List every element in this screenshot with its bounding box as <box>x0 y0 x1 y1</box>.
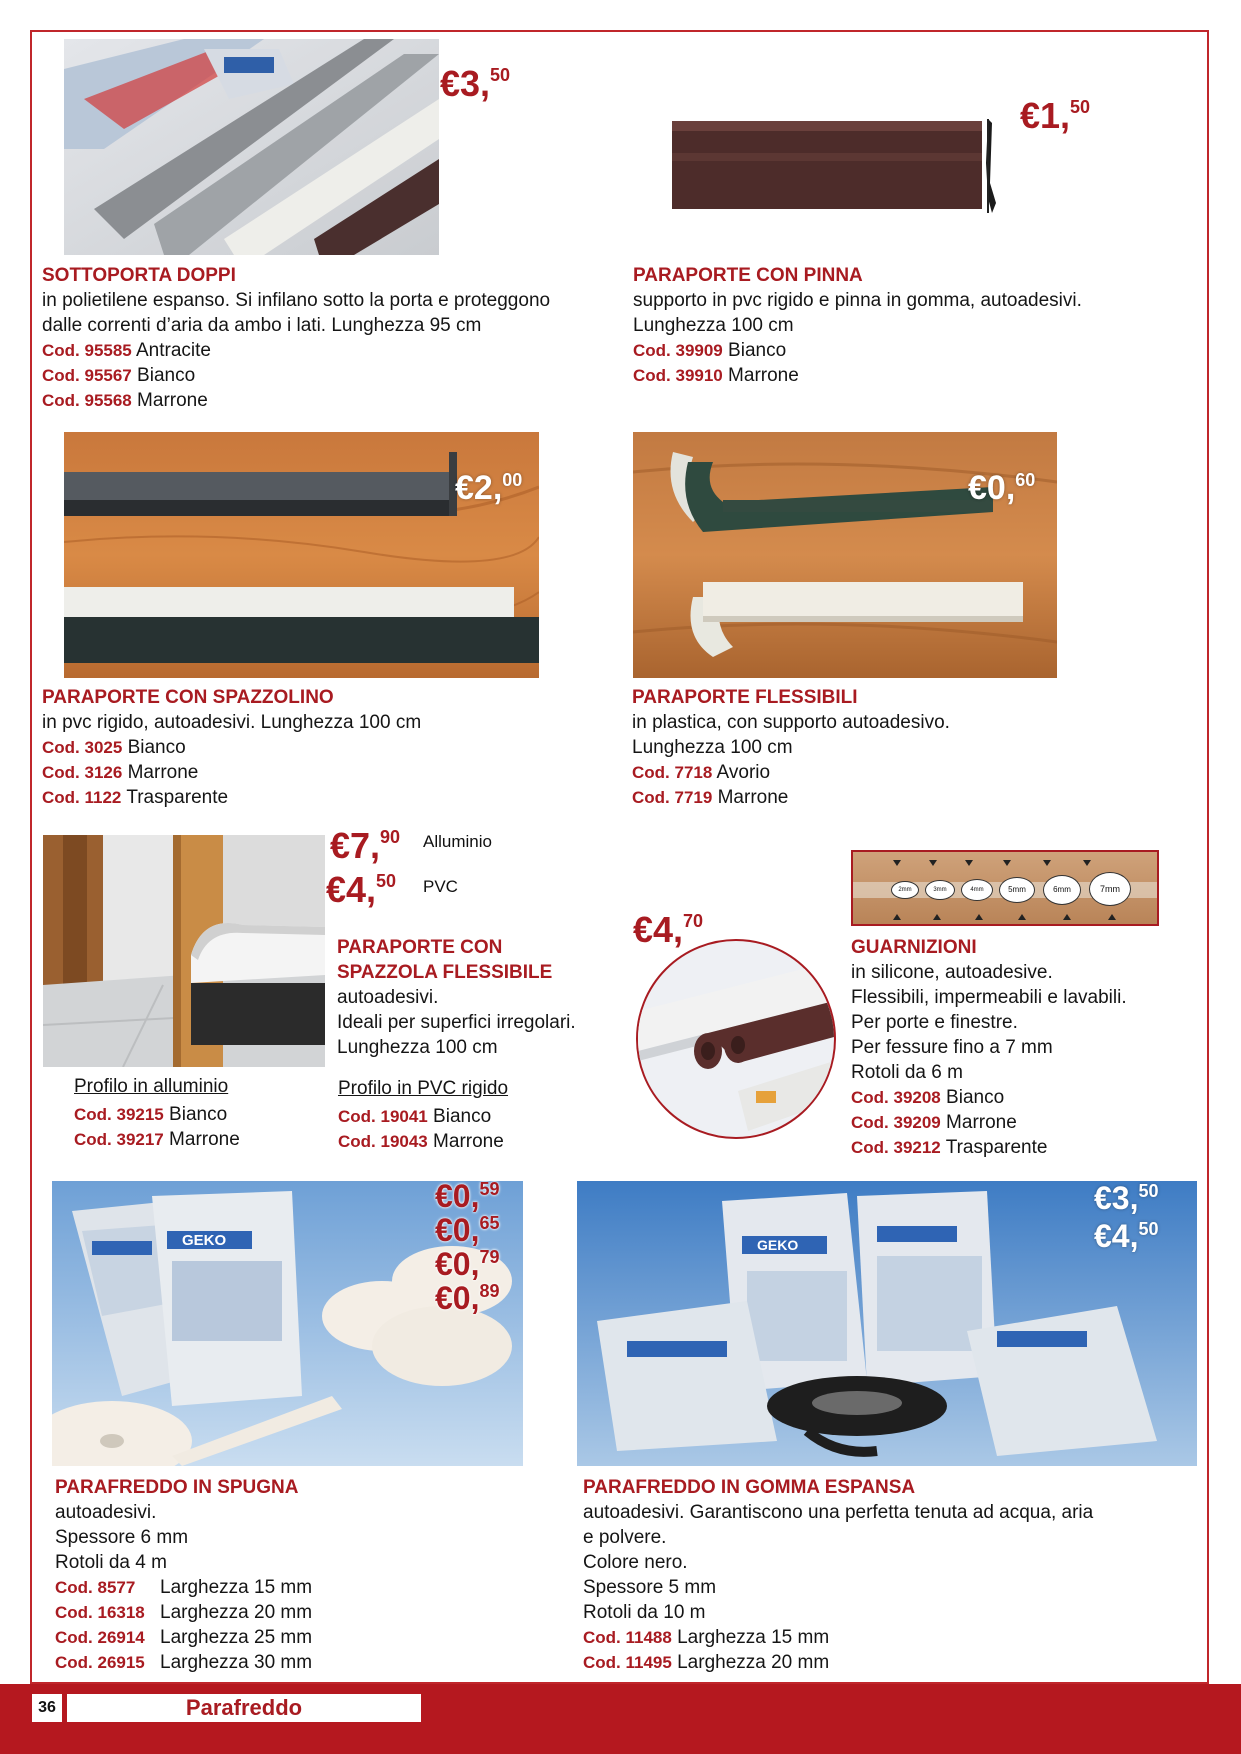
spugna-desc: autoadesivi. Spessore 6 mm Rotoli da 4 m <box>55 1502 189 1573</box>
size-2mm: 2mm <box>891 881 919 899</box>
flessibili-title: PARAPORTE FLESSIBILI <box>632 687 858 708</box>
gomma-codes <box>583 1625 829 1675</box>
code-row: Cod. 8577 Larghezza 15 mm <box>55 1577 313 1598</box>
guarnizioni-price: €4,70 <box>633 909 704 950</box>
code-row: Cod. 19041 Bianco <box>338 1106 492 1127</box>
spazzola-group-b-heading: Profilo in PVC rigido <box>338 1078 509 1099</box>
sottoporta-codes <box>42 338 211 413</box>
spazzolino-title: PARAPORTE CON SPAZZOLINO <box>42 687 334 708</box>
spazzola-group-b-codes <box>338 1104 504 1154</box>
code-row: Cod. 39909 Bianco <box>633 340 787 361</box>
spugna-price-4: €0,89 <box>435 1280 500 1316</box>
code-row: Cod. 11495 Larghezza 20 mm <box>583 1652 830 1673</box>
flessibili-price: €0,60 <box>968 469 1036 507</box>
spazzola-price-label-pvc: PVC <box>423 877 458 896</box>
code-row: Cod. 1122 Trasparente <box>42 787 229 808</box>
spugna-price-3: €0,79 <box>435 1246 500 1282</box>
spazzolino-price: €2,00 <box>455 469 523 507</box>
code-row: Cod. 16318 Larghezza 20 mm <box>55 1602 313 1623</box>
code-row: Cod. 3025 Bianco <box>42 737 186 758</box>
spazzola-price-label-alluminio: Alluminio <box>423 832 492 851</box>
flessibili-codes <box>632 760 788 810</box>
flessibili-desc: in plastica, con supporto autoadesivo. Lunghezza 100 cm <box>632 712 950 758</box>
spazzolino-desc: in pvc rigido, autoadesivi. Lunghezza 100 cm <box>42 712 422 733</box>
guarnizioni-circle-image <box>636 939 836 1139</box>
code-row: Cod. 39212 Trasparente <box>851 1137 1048 1158</box>
spazzola-group-a-codes <box>74 1102 240 1152</box>
pinna-desc: supporto in pvc rigido e pinna in gomma, autoadesivi. Lunghezza 100 cm <box>633 290 1082 336</box>
guarnizioni-codes <box>851 1085 1047 1160</box>
pinna-price: €1,50 <box>1020 95 1091 136</box>
size-3mm: 3mm <box>925 880 955 900</box>
spazzola-group-a-heading: Profilo in alluminio <box>74 1076 229 1097</box>
code-row: Cod. 39215 Bianco <box>74 1104 228 1125</box>
code-row: Cod. 11488 Larghezza 15 mm <box>583 1627 830 1648</box>
gomma-brand-logo: GEKO <box>757 1237 799 1253</box>
size-4mm: 4mm <box>961 879 993 901</box>
guarnizioni-sizes-image <box>851 850 1159 926</box>
gomma-desc: autoadesivi. Garantiscono una perfetta tenuta ad acqua, aria e polvere. Colore nero. Spessore 5 mm Rotoli da 10 m <box>583 1502 1094 1623</box>
sottoporta-price: €3,50 <box>440 63 511 104</box>
code-row: Cod. 26915 Larghezza 30 mm <box>55 1652 313 1673</box>
spugna-price-2: €0,65 <box>435 1212 500 1248</box>
size-5mm: 5mm <box>999 877 1035 903</box>
spazzola-title: PARAPORTE CON SPAZZOLA FLESSIBILE <box>337 937 553 983</box>
gomma-price-1: €3,50 <box>1094 1180 1159 1216</box>
spazzolino-codes <box>42 735 228 810</box>
guarnizioni-desc: in silicone, autoadesive. Flessibili, impermeabili e lavabili. Per porte e finestre. Per fessure fino a 7 mm Rotoli da 6 m <box>851 962 1127 1083</box>
spazzola-price-alluminio: €7,90 <box>330 825 401 866</box>
spazzola-price-pvc: €4,50 <box>326 869 397 910</box>
pinna-codes <box>633 338 799 388</box>
section-title: Parafreddo <box>67 1694 421 1722</box>
size-7mm: 7mm <box>1089 872 1131 906</box>
code-row: Cod. 39208 Bianco <box>851 1087 1005 1108</box>
code-row: Cod. 95585 Antracite <box>42 340 211 361</box>
code-row: Cod. 39910 Marrone <box>633 365 799 386</box>
code-row: Cod. 19043 Marrone <box>338 1131 504 1152</box>
spazzola-image <box>43 835 325 1067</box>
spugna-brand-logo: GEKO <box>182 1232 227 1249</box>
page-number: 36 <box>32 1694 62 1722</box>
spugna-price-1: €0,59 <box>435 1178 500 1214</box>
gomma-price-2: €4,50 <box>1094 1218 1159 1254</box>
gomma-title: PARAFREDDO IN GOMMA ESPANSA <box>583 1477 916 1498</box>
code-row: Cod. 95567 Bianco <box>42 365 196 386</box>
code-row: Cod. 95568 Marrone <box>42 390 208 411</box>
pinna-image <box>670 113 1015 218</box>
footer-bar <box>0 1684 1241 1754</box>
code-row: Cod. 3126 Marrone <box>42 762 199 783</box>
code-row: Cod. 26914 Larghezza 25 mm <box>55 1627 313 1648</box>
sottoporta-title: SOTTOPORTA DOPPI <box>42 265 236 286</box>
sottoporta-image <box>64 39 439 255</box>
code-row: Cod. 39217 Marrone <box>74 1129 240 1150</box>
pinna-title: PARAPORTE CON PINNA <box>633 265 863 286</box>
sottoporta-desc: in polietilene espanso. Si infilano sotto la porta e proteggono dalle correnti d’aria da ambo i lati. Lunghezza 95 cm <box>42 290 551 336</box>
size-6mm: 6mm <box>1043 875 1081 905</box>
code-row: Cod. 7719 Marrone <box>632 787 789 808</box>
code-row: Cod. 39209 Marrone <box>851 1112 1017 1133</box>
guarnizioni-title: GUARNIZIONI <box>851 937 977 958</box>
spugna-title: PARAFREDDO IN SPUGNA <box>55 1477 299 1498</box>
spugna-codes <box>55 1575 312 1675</box>
spazzola-desc: autoadesivi. Ideali per superfici irregolari. Lunghezza 100 cm <box>337 987 576 1058</box>
code-row: Cod. 7718 Avorio <box>632 762 771 783</box>
